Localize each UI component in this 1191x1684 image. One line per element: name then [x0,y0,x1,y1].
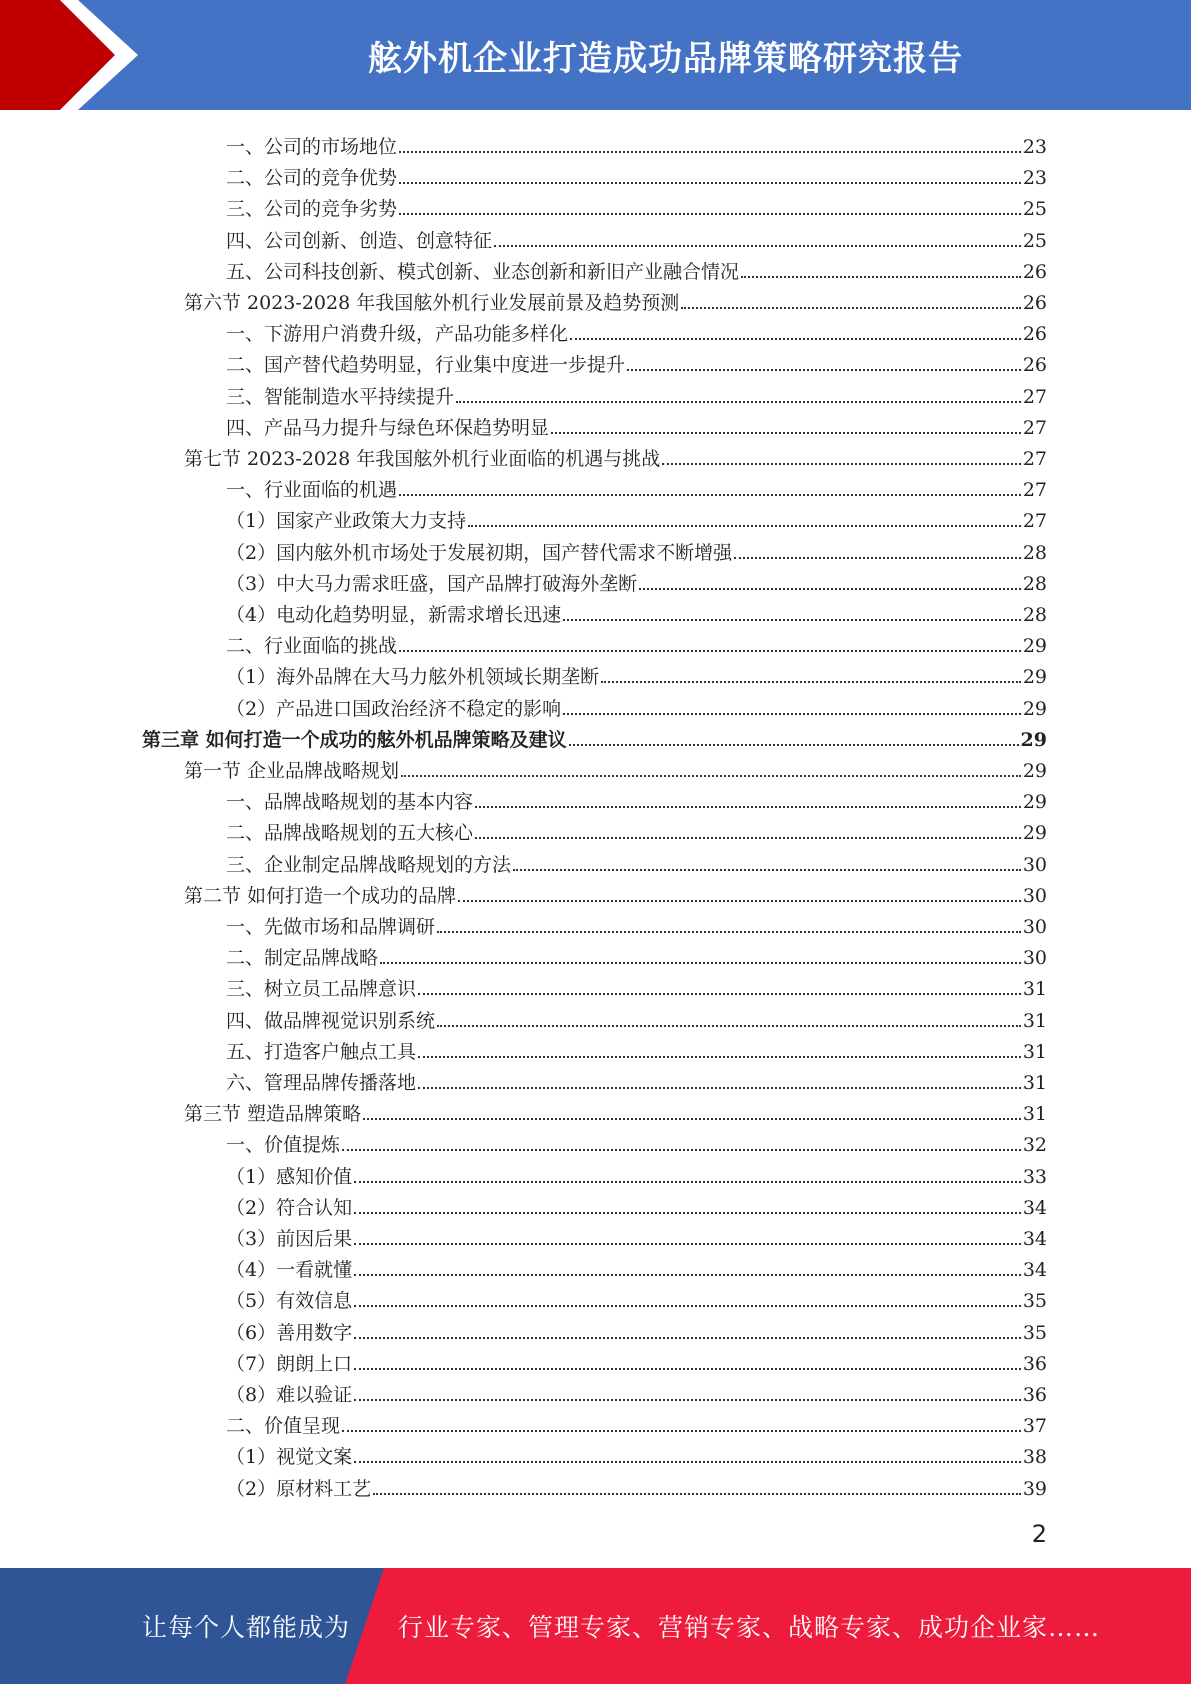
toc-entry[interactable] [226,1313,1047,1344]
toc-entry-page: 29 [1022,791,1047,814]
toc-entry-title: 六、管理品牌传播落地 [226,1072,417,1094]
toc-entry-title: （5）有效信息 [226,1290,353,1313]
toc-dot-leader [681,307,1021,309]
toc-entry-page: 29 [1022,635,1047,658]
toc-dot-leader [563,713,1021,715]
toc-entry-title: 二、公司的竞争优势 [226,167,398,190]
toc-entry-title: （1）视觉文案 [226,1446,353,1469]
toc-dot-leader [363,1118,1021,1120]
toc-entry-page: 31 [1022,1072,1047,1094]
toc-entry[interactable] [142,720,1047,751]
toc-entry-title: 三、公司的竞争劣势 [226,198,398,221]
toc-entry-page: 27 [1022,448,1047,470]
toc-entry[interactable] [226,1344,1047,1375]
toc-dot-leader [354,1181,1021,1183]
toc-dot-leader [662,463,1021,465]
toc-entry-page: 30 [1022,947,1047,970]
toc-entry[interactable] [226,158,1047,189]
toc-entry-title: 第三章 如何打造一个成功的舷外机品牌策略及建议 [142,728,567,751]
toc-entry-page: 23 [1022,167,1047,190]
toc-entry-page: 27 [1022,510,1047,533]
toc-dot-leader [468,525,1021,527]
toc-entry-page: 39 [1022,1477,1047,1500]
toc-dot-leader [399,151,1021,153]
toc-dot-leader [456,401,1021,403]
toc-entry-title: 二、行业面临的挑战 [226,635,398,658]
toc-entry[interactable] [226,626,1047,657]
toc-entry[interactable] [226,1469,1047,1500]
toc-entry-title: 一、价值提炼 [226,1134,341,1157]
toc-entry-page: 25 [1022,229,1047,252]
toc-entry-page: 29 [1020,728,1047,751]
toc-entry-page: 31 [1022,1103,1047,1126]
toc-dot-leader [513,869,1021,871]
toc-entry[interactable] [226,1032,1047,1063]
toc-dot-leader [437,931,1021,933]
toc-entry-title: 一、先做市场和品牌调研 [226,916,436,938]
toc-dot-leader [494,245,1021,247]
toc-entry[interactable] [226,1125,1047,1156]
toc-entry[interactable] [226,127,1047,158]
toc-dot-leader [399,182,1021,184]
toc-entry-page: 29 [1022,697,1047,720]
toc-entry[interactable] [226,1375,1047,1406]
toc-dot-leader [601,681,1021,683]
toc-entry[interactable] [226,1281,1047,1312]
toc-entry[interactable] [226,938,1047,969]
toc-entry-page: 26 [1022,323,1047,346]
toc-entry-title: （7）朗朗上口 [226,1352,353,1375]
toc-entry-title: 五、打造客户触点工具 [226,1040,417,1063]
toc-entry-page: 29 [1022,822,1047,845]
toc-entry-page: 30 [1022,853,1047,876]
toc-entry-page: 29 [1022,666,1047,689]
toc-entry-page: 36 [1022,1352,1047,1375]
toc-dot-leader [342,1149,1021,1151]
toc-entry[interactable] [226,314,1047,345]
toc-entry[interactable] [226,1250,1047,1281]
toc-entry[interactable] [226,689,1047,720]
toc-dot-leader [627,369,1021,371]
toc-dot-leader [399,650,1021,652]
toc-entry-title: （1）国家产业政策大力支持 [226,510,467,533]
toc-entry-title: （2）产品进口国政治经济不稳定的影响 [226,697,562,720]
toc-dot-leader [401,775,1021,777]
toc-dot-leader [475,806,1021,808]
toc-dot-leader [373,1493,1021,1495]
toc-dot-leader [380,962,1021,964]
toc-dot-leader [354,1399,1021,1401]
toc-dot-leader [399,213,1021,215]
toc-entry[interactable] [226,782,1047,813]
toc-entry[interactable] [184,876,1047,907]
toc-entry-title: （4）电动化趋势明显，新需求增长迅速 [226,604,562,626]
toc-entry-page: 31 [1022,1040,1047,1063]
toc-entry-title: 第六节 2023-2028 年我国舷外机行业发展前景及趋势预测 [184,292,680,314]
toc-dot-leader [741,276,1021,278]
toc-dot-leader [475,837,1021,839]
toc-entry[interactable] [226,845,1047,876]
toc-entry-page: 28 [1022,572,1047,595]
toc-entry[interactable] [226,1219,1047,1250]
toc-entry-page: 26 [1022,260,1047,283]
toc-entry-page: 32 [1022,1134,1047,1157]
toc-entry-page: 27 [1022,416,1047,439]
toc-entry-page: 31 [1022,978,1047,1001]
report-title: 舷外机企业打造成功品牌策略研究报告 [368,38,963,79]
toc-entry-title: （8）难以验证 [226,1384,353,1406]
toc-entry-title: （3）中大马力需求旺盛，国产品牌打破海外垄断 [226,572,638,595]
toc-entry-page: 27 [1022,479,1047,502]
toc-entry[interactable] [226,813,1047,844]
toc-entry-page: 25 [1022,198,1047,221]
toc-entry-page: 38 [1022,1446,1047,1469]
page-header [0,0,1191,110]
toc-entry[interactable] [226,1157,1047,1188]
toc-dot-leader [570,338,1021,340]
toc-entry-page: 28 [1022,541,1047,564]
toc-entry[interactable] [184,439,1047,470]
footer-slogan-right: 行业专家、管理专家、营销专家、战略专家、成功企业家…… [398,1613,1101,1642]
toc-entry[interactable] [226,1406,1047,1437]
toc-entry-title: （3）前因后果 [226,1228,353,1250]
toc-entry-title: 一、公司的市场地位 [226,136,398,158]
toc-entry[interactable] [226,501,1047,532]
toc-dot-leader [354,1305,1021,1307]
toc-entry[interactable] [226,345,1047,376]
toc-entry-title: （1）海外品牌在大马力舷外机领域长期垄断 [226,666,600,689]
toc-entry-title: 一、行业面临的机遇 [226,479,398,502]
toc-dot-leader [418,1087,1021,1089]
toc-entry[interactable] [226,470,1047,501]
toc-entry[interactable] [226,221,1047,252]
toc-entry-page: 30 [1022,884,1047,907]
toc-entry-title: （6）善用数字 [226,1321,353,1344]
toc-dot-leader [354,1212,1021,1214]
toc-entry-title: （1）感知价值 [226,1165,353,1188]
toc-entry-page: 34 [1022,1228,1047,1250]
toc-entry-page: 34 [1022,1259,1047,1282]
toc-entry[interactable] [226,969,1047,1000]
toc-entry-title: 四、产品马力提升与绿色环保趋势明显 [226,416,550,439]
toc-dot-leader [418,1056,1021,1058]
toc-entry[interactable] [226,595,1047,626]
toc-dot-leader [354,1337,1021,1339]
toc-entry-title: 三、树立员工品牌意识 [226,978,417,1001]
toc-entry[interactable] [226,907,1047,938]
toc-entry-page: 29 [1022,760,1047,782]
toc-entry-page: 28 [1022,604,1047,626]
toc-entry-title: 四、做品牌视觉识别系统 [226,1009,436,1032]
toc-entry-page: 27 [1022,385,1047,408]
toc-entry[interactable] [226,189,1047,220]
toc-entry-title: （4）一看就懂 [226,1259,353,1282]
toc-entry[interactable] [226,408,1047,439]
toc-entry[interactable] [226,1063,1047,1094]
toc-entry-title: 二、品牌战略规划的五大核心 [226,822,474,845]
toc-entry[interactable] [184,1094,1047,1125]
arrow-decoration-icon [0,0,160,110]
toc-entry-page: 30 [1022,916,1047,938]
toc-entry[interactable] [184,751,1047,782]
toc-entry-title: （2）国内舷外机市场处于发展初期，国产替代需求不断增强 [226,541,733,564]
toc-entry[interactable] [226,533,1047,564]
toc-entry-title: 三、企业制定品牌战略规划的方法 [226,853,512,876]
toc-entry-page: 23 [1022,136,1047,158]
toc-dot-leader [354,1368,1021,1370]
page-footer [0,1568,1191,1684]
page-number: 2 [1031,1520,1047,1548]
toc-entry-page: 31 [1022,1009,1047,1032]
toc-dot-leader [551,432,1021,434]
toc-dot-leader [354,1243,1021,1245]
toc-dot-leader [458,900,1021,902]
toc-dot-leader [563,619,1021,621]
toc-entry[interactable] [226,564,1047,595]
toc-entry-page: 33 [1022,1165,1047,1188]
toc-entry-page: 26 [1022,292,1047,314]
toc-entry[interactable] [226,1437,1047,1468]
toc-entry-title: 二、制定品牌战略 [226,947,379,970]
toc-entry-title: 一、品牌战略规划的基本内容 [226,791,474,814]
toc-entry[interactable] [226,252,1047,283]
toc-entry-title: 二、国产替代趋势明显，行业集中度进一步提升 [226,354,626,377]
toc-entry-title: 五、公司科技创新、模式创新、业态创新和新旧产业融合情况 [226,260,740,283]
footer-slogan-left: 让每个人都能成为 [142,1613,351,1642]
toc-dot-leader [354,1274,1021,1276]
toc-entry-title: （2）符合认知 [226,1196,353,1219]
toc-entry-page: 34 [1022,1196,1047,1219]
toc-dot-leader [639,588,1021,590]
toc-entry-page: 35 [1022,1290,1047,1313]
toc-entry-title: 二、价值呈现 [226,1415,341,1438]
toc-entry-title: 四、公司创新、创造、创意特征 [226,229,493,252]
toc-dot-leader [569,744,1019,746]
toc-entry[interactable] [226,1188,1047,1219]
toc-entry-title: （2）原材料工艺 [226,1477,372,1500]
toc-dot-leader [354,1461,1021,1463]
toc-entry[interactable] [226,377,1047,408]
toc-entry[interactable] [226,1001,1047,1032]
toc-entry[interactable] [184,283,1047,314]
toc-dot-leader [342,1430,1021,1432]
toc-entry-page: 26 [1022,354,1047,377]
toc-entry-title: 三、智能制造水平持续提升 [226,385,455,408]
toc-entry-title: 第二节 如何打造一个成功的品牌 [184,884,457,907]
toc-entry-page: 37 [1022,1415,1047,1438]
toc-entry-title: 第三节 塑造品牌策略 [184,1103,362,1126]
toc-dot-leader [437,1025,1021,1027]
toc-entry-title: 一、下游用户消费升级，产品功能多样化 [226,323,569,346]
toc-entry-title: 第七节 2023-2028 年我国舷外机行业面临的机遇与挑战 [184,448,661,470]
toc-entry[interactable] [226,657,1047,688]
toc-dot-leader [734,557,1021,559]
toc-dot-leader [399,494,1021,496]
toc-entry-page: 36 [1022,1384,1047,1406]
toc-entry-page: 35 [1022,1321,1047,1344]
toc-dot-leader [418,993,1021,995]
toc-entry-title: 第一节 企业品牌战略规划 [184,760,400,782]
